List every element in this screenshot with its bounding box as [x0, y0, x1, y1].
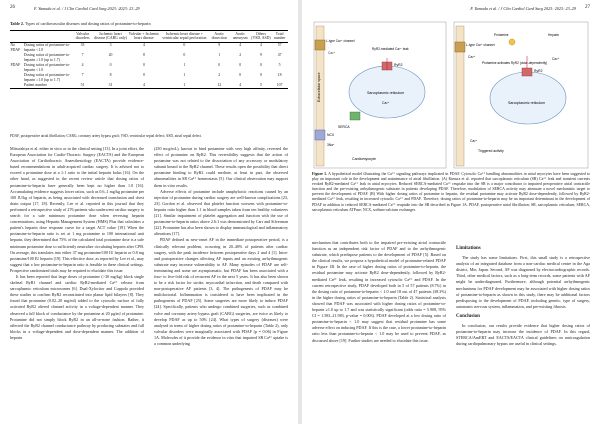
serca-shape: [350, 112, 360, 120]
table-note: PDAF, postoperative atrial fibrillation; CABG, coronary artery bypass graft; VSD, ventricular septal defect; ASD, atrial septal defect.: [10, 134, 202, 138]
row-label: Dosing ratios of protamine-to-heparin ≥1.0 (up to 1.7): [23, 53, 71, 62]
table-cell: 31: [93, 83, 128, 89]
row-label: Dosing ratios of protamine-to-heparin <1.0: [23, 63, 71, 72]
ltype-label: L-type Ca²⁺ channel: [466, 43, 495, 47]
table-cell: 4: [259, 43, 262, 48]
table-header-row: [10, 31, 288, 43]
table-header-cell: Others (VSD, ASD): [251, 32, 271, 41]
heparin-label: Heparin: [548, 33, 560, 37]
protamine-dot: [509, 39, 515, 45]
table-header-cell: Ischemic heart disease (CABG only): [94, 32, 127, 41]
table-cell: 0: [239, 73, 242, 78]
ltype-channel-shape: [455, 42, 465, 52]
table-cell: 8: [142, 53, 145, 58]
ltype-label: L-type Ca²⁺ channel: [326, 39, 355, 43]
table-row: [10, 63, 288, 73]
table-cell: 20: [108, 53, 113, 58]
table-cell: 5: [278, 63, 281, 68]
page-number: 26: [10, 5, 15, 10]
cardiomyocyte-label: Cardiomyocyte: [352, 157, 376, 161]
table-row: [10, 53, 288, 63]
paragraph: PDAF defined as new-onset AF in the immediate postoperative period, is a clinically relevant problem, occurring in 20–40% of patients after cardiac surgery, with the peak incidence between postoperative days 2 and 4 [1]. Intra- and postoperative changes affecting AF inputs and an existing arrhythmogenic substrate may increase vulnerability to AF. Many episodes of PDAF are self-terminating and some are asymptomatic, but PDAF has been associated with a four- to five-fold risk of recurrent AF in the next 5 years. It has also been shown to be a risk factor for stroke, myocardial infarction, and death compared with non-postoperative AF patients [3, 4]. The pathogenesis of PDAF may be multifactorial. Inflammation is considered to have been implicated in the pathogenesis of PDAF [25]. Some surgeries are more likely to induce PDAF [24]. Specifically, patients who undergo combined surgeries, such as combined valve and coronary artery bypass graft (CABG) surgeries, are twice as likely to develop PDAF as up to 50% [24]. What types of surgery (diseases) were analysed in terms of higher dosing ratios of protamine-to-heparin (Table 2), only valvular disorders were marginally associated with PDAF (p = 0.06) in Figure 1A. Molecules of it provide the evidence in vitro that impaired SR Ca²⁺ uptake is a common underlying: [154, 237, 288, 346]
page-number: 27: [585, 5, 590, 10]
table-header-cell: [10, 31, 23, 43]
table-cell: 4: [128, 83, 160, 89]
table-cell: 0: [183, 53, 186, 58]
paragraph: (250 mcg/mL), known to bind protamine with very high affinity, reversed the effect of protamine on RyR2. This reversibility suggests that the action of protamine was not related to the dissociation of any accessory or modulatory subunit bound to the RyR2 channel. These results open the possibility that direct protamine binding to RyR2 could mediate, at least in part, the observed abnormalities in SR Ca²⁺ homeostasis [5]. Our clinical observation may support them in vitro results.: [154, 146, 288, 188]
paragraph: Adverse effects of protamine include anaphylactic reactions caused by an injection of protamine during cardiac surgery are well-known complications [23, 23]. Gordon et al. observed that platelet function worsens with protamine-to-heparin ratio higher than 1.1 in blood samples taken from ten healthy volunteers [21]. Similar impairment of platelet aggregation and function with the use of protamine-to-heparin ratios above 2.6:1 was demonstrated by Carr and Silverman [22]. Protamine has also been shown to display immunological and inflammatory alterations [17].: [154, 188, 288, 237]
table-cell: 5: [251, 83, 272, 89]
activates-label: Protamine activates RyR2 (dose-dependently): [482, 61, 548, 65]
sr-label: Sarcoplasmic reticulum: [508, 101, 546, 105]
table-cell: 1: [218, 53, 221, 58]
sr-label: Sarcoplasmic reticulum: [367, 91, 405, 95]
table-header-cell: Valvular disorders: [72, 31, 93, 43]
paragraph: The study has some limitations. First, this small study is a retrospective analysis of an integrated database from a non-cardiac medical centre in the Aga district, Mie, Japan. Second, AF was diagnosed by electrocardiographic records. Third, other medical factors, such as a long-term records, some patients with AF might be underdiagnosed. Furthermore, although potential arrhythmogenic mechanisms for PDAF development may be associated with higher dosing ratios of protamine-to-heparin as shown in this study, there may be additional factors predisposing to the development of PDAF, including genetic, type of surgery, autonomic nervous system, inflammation, and pre-existing fibrosis.: [456, 255, 590, 309]
extracellular-label: Extracellular space: [317, 72, 321, 102]
table-header-cell: Valvular + Ischemic heart disease: [128, 32, 160, 41]
left-column-1: [10, 146, 144, 416]
table-header-cell: Aortic dissection: [209, 31, 230, 43]
table-cell: 47: [277, 53, 282, 58]
row-label: Dosing ratios of protamine-to-heparin ≥1.0 (up to 1.7): [23, 73, 71, 82]
table-cell: 2: [239, 53, 242, 58]
table-cell: 51: [72, 83, 93, 89]
right-column-1: [312, 240, 446, 416]
table-cell: 4: [142, 43, 145, 48]
table-cell: 9: [259, 53, 262, 58]
table-header-cell: [23, 31, 72, 43]
figure-caption-text: A hypothetical model illustrating the Ca²⁺ signaling pathways implicated in PDAF. Cytosolic Ca²⁺ handling abnormalities in atrial myocytes have been suggested to play an important role in the development and maintenance of atrial fibrillation. (A) Kimura et al. reported that sarcoplasmic reticulum (SR) Ca²⁺ leak and transient currents evoked RyR2-mediated Ca²⁺ leak in atrial myocytes. Reduced SERCA-mediated Ca²⁺ reuptake into the SR is a major contributor to impaired preoperative atrial contractile function and the pre-existing arrhythmogenic substrate in patients developing PDAF. Therefore, modulation of SERCA activity may attenuate a novel mechanistic target to prevent the development of PDAF. (B) With higher dosing ratios of protamine to heparin, the residual protamine may activate RyR2 dose-dependently, followed by RyR2-mediated Ca²⁺ leak, resulting in increased cytosolic Ca²⁺ and PDAF. Therefore, dosing ratios of protamine-to-heparin may be an important determinant in the development of PDAF in addition to reduced SERCA-mediated Ca²⁺ reuptake into the SR described in Figure 1A. PDAF, postoperative atrial fibrillation; SR, sarcoplasmic reticulum; SERCA, sarcoplasmic reticulum ATPase; NCX, sodium-calcium exchanger.: [312, 172, 590, 212]
table-cell: 57: [277, 43, 282, 48]
paragraph: Mitsuishiya et al. either in vitro or in the clinical setting [13]. In a joint effort, the European Association for Cardio-Thoracic Surgery (EACTS) and the European Association of Cardiothoracic Anaesthesiology (EACTA) provide evidence-based recommendations in adult-acquired cardiac surgery. It is advised not to exceed a protamine dose at a 1:1 ratio to the initial heparin bolus [16]. On the other hand, as suggested in the recent review article that dosing ratios of protamine-to-heparin have generally been kept no higher than 1.0 [16]. Accumulating evidence suggests lower ratios, such as 0.6–1 mg/kg protamine per 100 IU/kg of heparin, as being associated with decreased transfusion and chest drain output [17, 18]. Recently, Lee et al. reported in this journal that they performed a retrospective study of 276 patients who underwent cardiac surgery to search for a safe minimum protamine dose when reversing heparin concentrations, using Heparin Management System (HMS) Plus that calculates a patient's heparin dose response curve for a target ACT value [19]. When the protamine-to-heparin ratio is set at 1 mg protamine to 100 international unit heparin, they determined that 75% of the calculated total protamine dose is a safe minimum protamine dose to sufficiently neutralize circulating heparin after CPB. On average, this translates into either 37 mg protamine/100 IU heparin or 0.8 mg protamine/100 IU heparin [19]. This effective dose, as reported by Lee et al., may suggest that a low protamine-to-heparin ratio is feasible in these clinical settings. Prospective randomized trials may be required to elucidate this issue.: [10, 146, 144, 273]
table-cell: 4: [239, 43, 242, 48]
triggered-label: Triggered activity: [478, 149, 504, 153]
limitations-heading: Limitations: [456, 246, 481, 251]
table-cell: 0: [259, 63, 262, 68]
table-cell: 0: [239, 63, 242, 68]
table-cell: 0: [142, 73, 145, 78]
ca-b-label: Ca²⁺: [468, 55, 476, 59]
table-cell: 12: [209, 83, 230, 89]
running-head: F. Yamada et al. / J Clin Cardiol Card Surg 2023: 2023: 23–29: [470, 5, 576, 11]
ncx-label: NCX: [327, 133, 335, 137]
row-group: No PDAF: [10, 43, 21, 52]
table-cell: 4: [81, 63, 84, 68]
figure-caption: [312, 172, 590, 213]
table-cell: 9: [218, 43, 221, 48]
table-cell: 0: [218, 63, 221, 68]
panel-a: [314, 22, 446, 168]
table-cell: 7: [81, 73, 84, 78]
dads-label: Ca²⁺: [470, 139, 478, 143]
table-cell: 0: [142, 63, 145, 68]
left-page: [0, 0, 298, 424]
ryr2-label: RyR2: [394, 63, 403, 67]
right-page: [302, 0, 600, 424]
table-cell: 8: [109, 73, 112, 78]
figure-1-diagram: [312, 20, 590, 170]
row-label: Dosing ratios of protamine-to-heparin <1.0: [23, 43, 71, 52]
table-cell: 0: [109, 63, 112, 68]
protamine-table: [10, 30, 288, 89]
ncx-shape: [315, 130, 325, 140]
ltype-channel-shape: [315, 40, 325, 50]
table-row: [10, 73, 288, 83]
table-row: [10, 42, 288, 53]
conclusion-heading: Conclusion: [456, 313, 480, 319]
table-header-cell: Aortic aneurysm: [230, 31, 251, 43]
table-header-cell: Ischemic heart disease + ventricular septal perforation: [160, 31, 209, 43]
table-header-cell: Total number: [271, 31, 288, 43]
table-cell: 1: [160, 83, 209, 89]
table-cell: 0: [183, 43, 186, 48]
table-cell: 7: [81, 53, 84, 58]
paragraph: In conclusion, our results provide evidence that higher dosing ratios of protamine-to-heparin may increase the incidence of PDAF. In this regard, STERCA/AmERT and EACTS/EACTA clinical guidelines on anticoagulation during cardiopulmonary bypass are useful in clinical settings.: [456, 323, 590, 347]
ca-in-label: Ca²⁺: [328, 51, 336, 55]
na-label: 3Na⁺: [327, 143, 335, 147]
row-group: PDAF: [10, 63, 21, 68]
row-group: [10, 53, 23, 63]
figure-caption-label: Figure 1.: [312, 172, 328, 176]
ryr2-shape: [522, 68, 532, 76]
running-header: [10, 5, 288, 13]
running-header: [312, 5, 590, 13]
table-caption-text: Types of cardiovascular diseases and dosing ratios of protamine-to-heparin: [25, 21, 151, 26]
running-head: F. Yamada et al. / J Clin Cardiol Card Surg 2023: 2023: 23–29: [34, 5, 140, 11]
ca-sr-label: Ca²⁺: [382, 101, 390, 105]
row-group: [10, 73, 23, 83]
right-column-2: [456, 240, 590, 416]
table-caption: [10, 21, 288, 26]
table-caption-label: Table 2.: [10, 21, 25, 26]
table-cell: 3: [109, 43, 112, 48]
table-cell: 4: [230, 83, 251, 89]
ryr2-leak-label: RyR2-mediated Ca²⁺ leak: [372, 47, 409, 51]
row-group: [10, 83, 23, 89]
paragraph: It has been reported that large doses of protamine (>30 mg/kg) block single skeletal RyR1 channel and cardiac RyR2-mediated Ca²⁺ release from sarcoplasmic reticulum microsomes [6]. Dual-Xylocitor and Coppola provided these studies to confirm RyR2 reconstituted into planar lipid bilayers [8]. They found that protamine (0.02–20 mg/ml) added to the cytosolic surface of fully activated RyR2 altered channel activity in a voltage-dependent manner. They observed a full block of conductance by the protamine at 20 μg/ml of protamine. Protamine did not simply block RyR2 in an all-or-none fashion. Rather, it affected the RyR2 channel conductance pathway by producing substates and full blocks in a voltage-dependent and dose-dependent manner. The addition of heparin: [10, 273, 144, 340]
paragraph: mechanism that contributes both to the impaired pre-existing atrial contractile function as an independent risk factor of PDAF and to the arrhythmogenic substrate, which predispose patients to the development of PDAF [5]. Based on the clinical results, we propose a hypothetical model of protamine-related PDAF in Figure 1B. In the case of higher dosing ratios of protamine-to-heparin, the residual protamine may activate RyR2 dose-dependently, followed by RyR2-mediated Ca²⁺ leak, resulting in increased cytosolic Ca²⁺ and PDAF. In the current retrospective study, PDAF developed both in 5 of 57 patients (8.7%) in the dosing ratio of protamine-to-heparin < 1.0 and 18 out of 47 patients (38.3%) in the higher dosing ratios of protamine-to-heparin (Table 2). Statistical analysis showed that PDAF was associated with higher dosing ratios of protamine-to-heparin ≥1.0 up to 1.7 and was statistically significant (odds ratio = 5.908, 95% CI = 1.583–21.983, p-value = 0.003). PDAF developed at a low dosing ratio of protamine-to-heparin < 1.0 may suggest that residual protamine has some adverse effect on inducing PDAF. If this is the case, a lower protamine-to-heparin ratio less than protamine-to-heparin < 1.0 may be used to prevent PDAF, as discussed above [19]. Further studies are needed to elucidate this issue.: [312, 240, 446, 343]
serca-label: SERCA: [338, 125, 350, 129]
table-cell: 1: [183, 73, 186, 78]
ryr2-label: RyR2: [534, 69, 543, 73]
table-row: [10, 83, 288, 89]
table-cell: 33: [80, 43, 85, 48]
table-cell: 18: [277, 73, 282, 78]
ca-spark-label: Ca²⁺: [552, 57, 560, 61]
table-cell: 107: [271, 83, 288, 89]
table-cell: 0: [259, 73, 262, 78]
left-column-2: [154, 146, 288, 416]
table-cell: 1: [183, 63, 186, 68]
row-label: Patient number: [23, 83, 72, 89]
table-body: [10, 42, 288, 89]
table-cell: 2: [218, 73, 221, 78]
protamine-label: Protamine: [494, 33, 509, 37]
sr-shape: [490, 72, 566, 124]
panel-b: [454, 22, 588, 168]
